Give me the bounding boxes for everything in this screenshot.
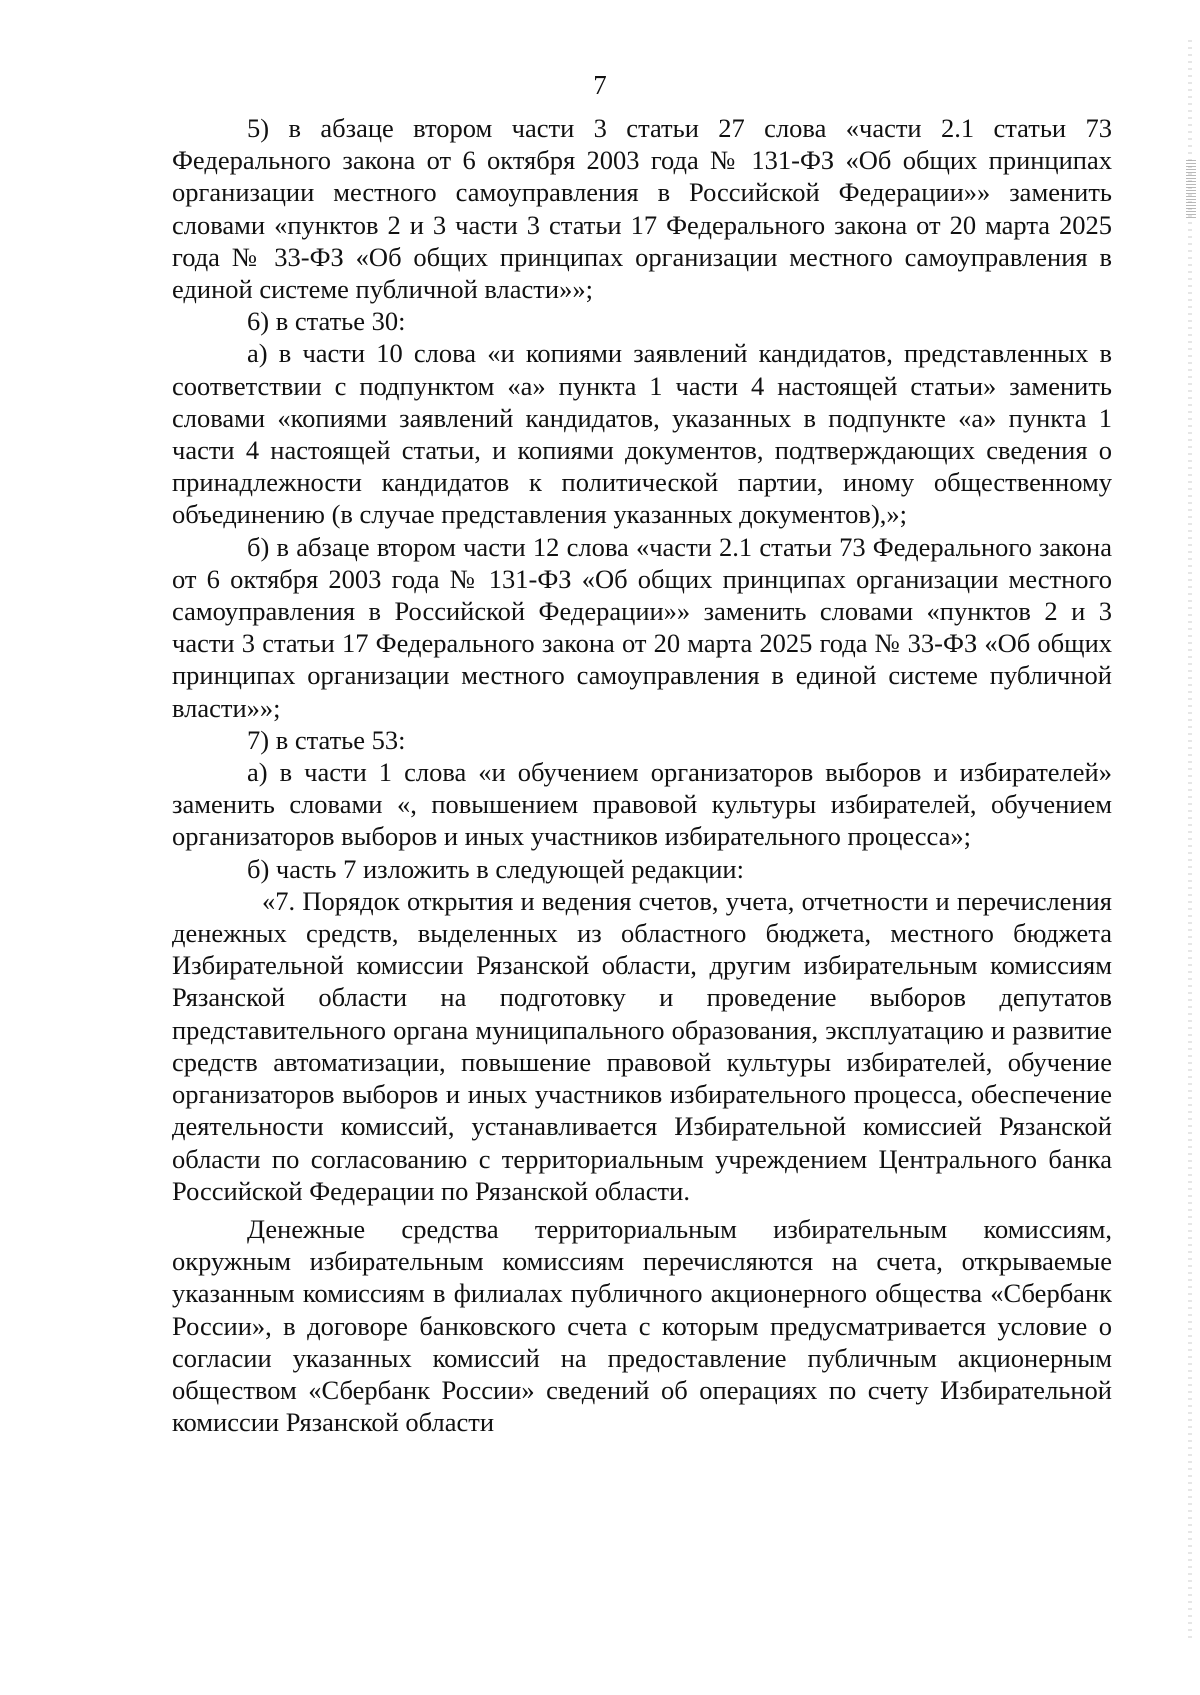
paragraph-item-6: 6) в статье 30:	[247, 306, 406, 337]
paragraph-subitem-6a: а) в части 10 слова «и копиями заявлений кандидатов, представленных в соответствии с подпунктом «а» пункта 1 части 4 настоящей статьи» заменить словами «копиями заявлений кандидатов, указанных в подпункте «а» пункта 1 части 4 настоящей статьи, и копиями документов, подтверждающих сведения о принадлежности кандидатов к политической партии, иному общественному объединению (в случае представления указанных документов),»;	[172, 338, 1112, 530]
document-body	[172, 112, 1112, 1438]
page-number: 7	[593, 70, 607, 100]
paragraph-item-5: 5) в абзаце втором части 3 статьи 27 слова «части 2.1 статьи 73 Федерального закона от 6 октября 2003 года № 131-ФЗ «Об общих принципах организации местного самоуправления в Российской Федерации»» заменить словами «пунктов 2 и 3 части 3 статьи 17 Федерального закона от 20 марта 2025 года № 33-ФЗ «Об общих принципах организации местного самоуправления в единой системе публичной власти»»;	[172, 113, 1112, 305]
paragraph-subitem-6b: б) в абзаце втором части 12 слова «части 2.1 статьи 73 Федерального закона от 6 октября 2003 года № 131-ФЗ «Об общих принципах организации местного самоуправления в Российской Федерации»» заменить словами «пунктов 2 и 3 части 3 статьи 17 Федерального закона от 20 марта 2025 года № 33-ФЗ «Об общих принципах организации местного самоуправления в единой системе публичной власти»»;	[172, 531, 1112, 723]
scan-edge-mark	[1186, 160, 1196, 220]
paragraph-item-7: 7) в статье 53:	[247, 724, 406, 755]
paragraph-part-7-text: «7. Порядок открытия и ведения счетов, учета, отчетности и перечисления денежных средств, выделенных из областного бюджета, местного бюджета Избирательной комиссии Рязанской области, другим избирательным комиссиям Рязанской области на подготовку и проведение выборов депутатов представительного органа муниципального образования, эксплуатацию и развитие средств автоматизации, повышение правовой культуры избирателей, обучение организаторов выборов и иных участников избирательного процесса, обеспечение деятельности комиссий, устанавливается Избирательной комиссией Рязанской области по согласованию с территориальным учреждением Центрального банка Российской Федерации по Рязанской области.	[172, 885, 1112, 1206]
paragraph-subitem-7a: а) в части 1 слова «и обучением организаторов выборов и избирателей» заменить словами «, повышением правовой культуры избирателей, обучением организаторов выборов и иных участников избирательного процесса»;	[172, 757, 1112, 852]
paragraph-funds-transfer: Денежные средства территориальным избирательным комиссиям, окружным избирательным комиссиям перечисляются на счета, открываемые указанным комиссиям в филиалах публичного акционерного общества «Сбербанк России», в договоре банковского счета с которым предусматривается условие о согласии указанных комиссий на предоставление публичным акционерным обществом «Сбербанк России» сведений об операциях по счету Избирательной комиссии Рязанской области	[172, 1213, 1112, 1438]
paragraph-subitem-7b: б) часть 7 изложить в следующей редакции:	[247, 853, 744, 884]
scan-edge-artifact	[1188, 40, 1192, 1640]
